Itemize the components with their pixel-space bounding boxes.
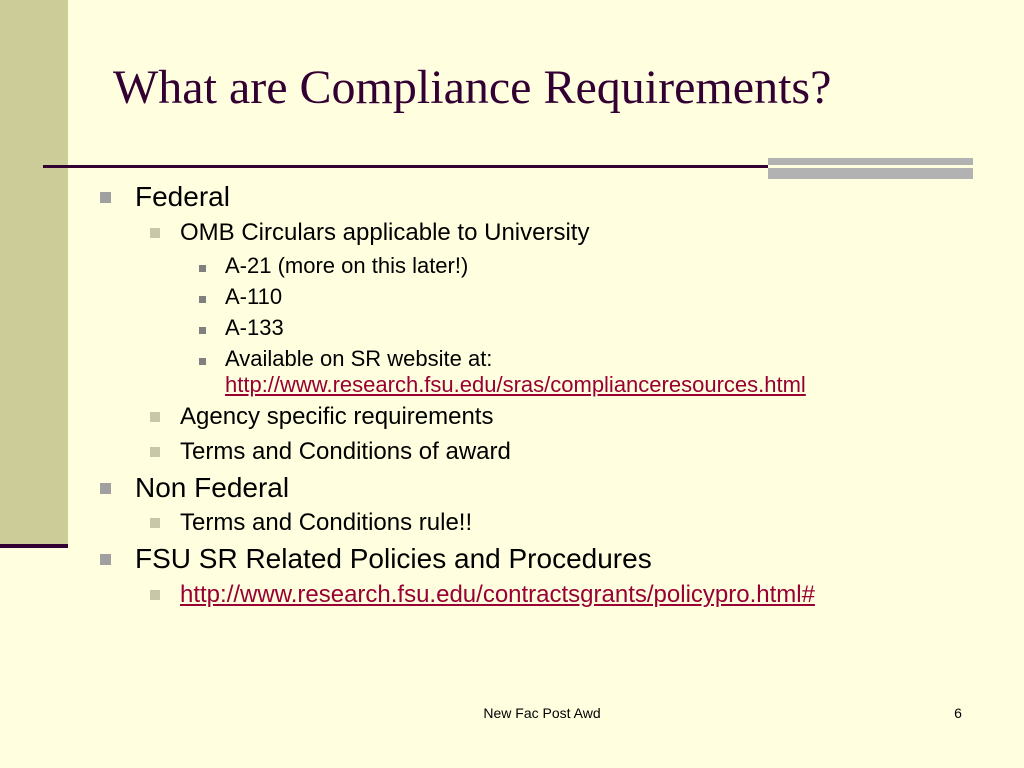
square-bullet-icon xyxy=(100,192,111,203)
square-bullet-icon xyxy=(150,412,160,422)
square-bullet-icon xyxy=(150,518,160,528)
square-bullet-icon xyxy=(100,483,111,494)
bullet-text: OMB Circulars applicable to University xyxy=(180,219,590,246)
square-bullet-icon xyxy=(150,590,160,600)
square-bullet-icon xyxy=(150,228,160,238)
square-bullet-icon xyxy=(199,265,206,272)
slide-title: What are Compliance Requirements? xyxy=(113,61,832,114)
square-bullet-icon xyxy=(199,296,206,303)
bullet-text: Non Federal xyxy=(135,472,290,503)
bullet-text: Agency specific requirements xyxy=(180,403,494,430)
slide-number: 6 xyxy=(954,705,962,721)
square-bullet-icon xyxy=(150,447,160,457)
square-bullet-icon xyxy=(100,554,111,565)
bullet-text: Terms and Conditions rule!! xyxy=(180,509,473,536)
bullet-text: A-21 (more on this later!) xyxy=(225,253,469,278)
footer-text: New Fac Post Awd xyxy=(483,705,601,721)
bullet-text: A-110 xyxy=(225,284,283,309)
policy-procedures-link[interactable]: http://www.research.fsu.edu/contractsgrants/policypro.html# xyxy=(180,581,815,608)
bullet-text: Federal xyxy=(135,181,230,212)
compliance-resources-link[interactable]: http://www.research.fsu.edu/sras/complianceresources.html xyxy=(225,372,806,397)
bullet-text: FSU SR Related Policies and Procedures xyxy=(135,543,652,574)
bullet-text: Terms and Conditions of award xyxy=(180,438,511,465)
square-bullet-icon xyxy=(199,327,206,334)
bullet-text: Available on SR website at: xyxy=(225,346,493,371)
bullet-text: A-133 xyxy=(225,315,284,340)
square-bullet-icon xyxy=(199,358,206,365)
